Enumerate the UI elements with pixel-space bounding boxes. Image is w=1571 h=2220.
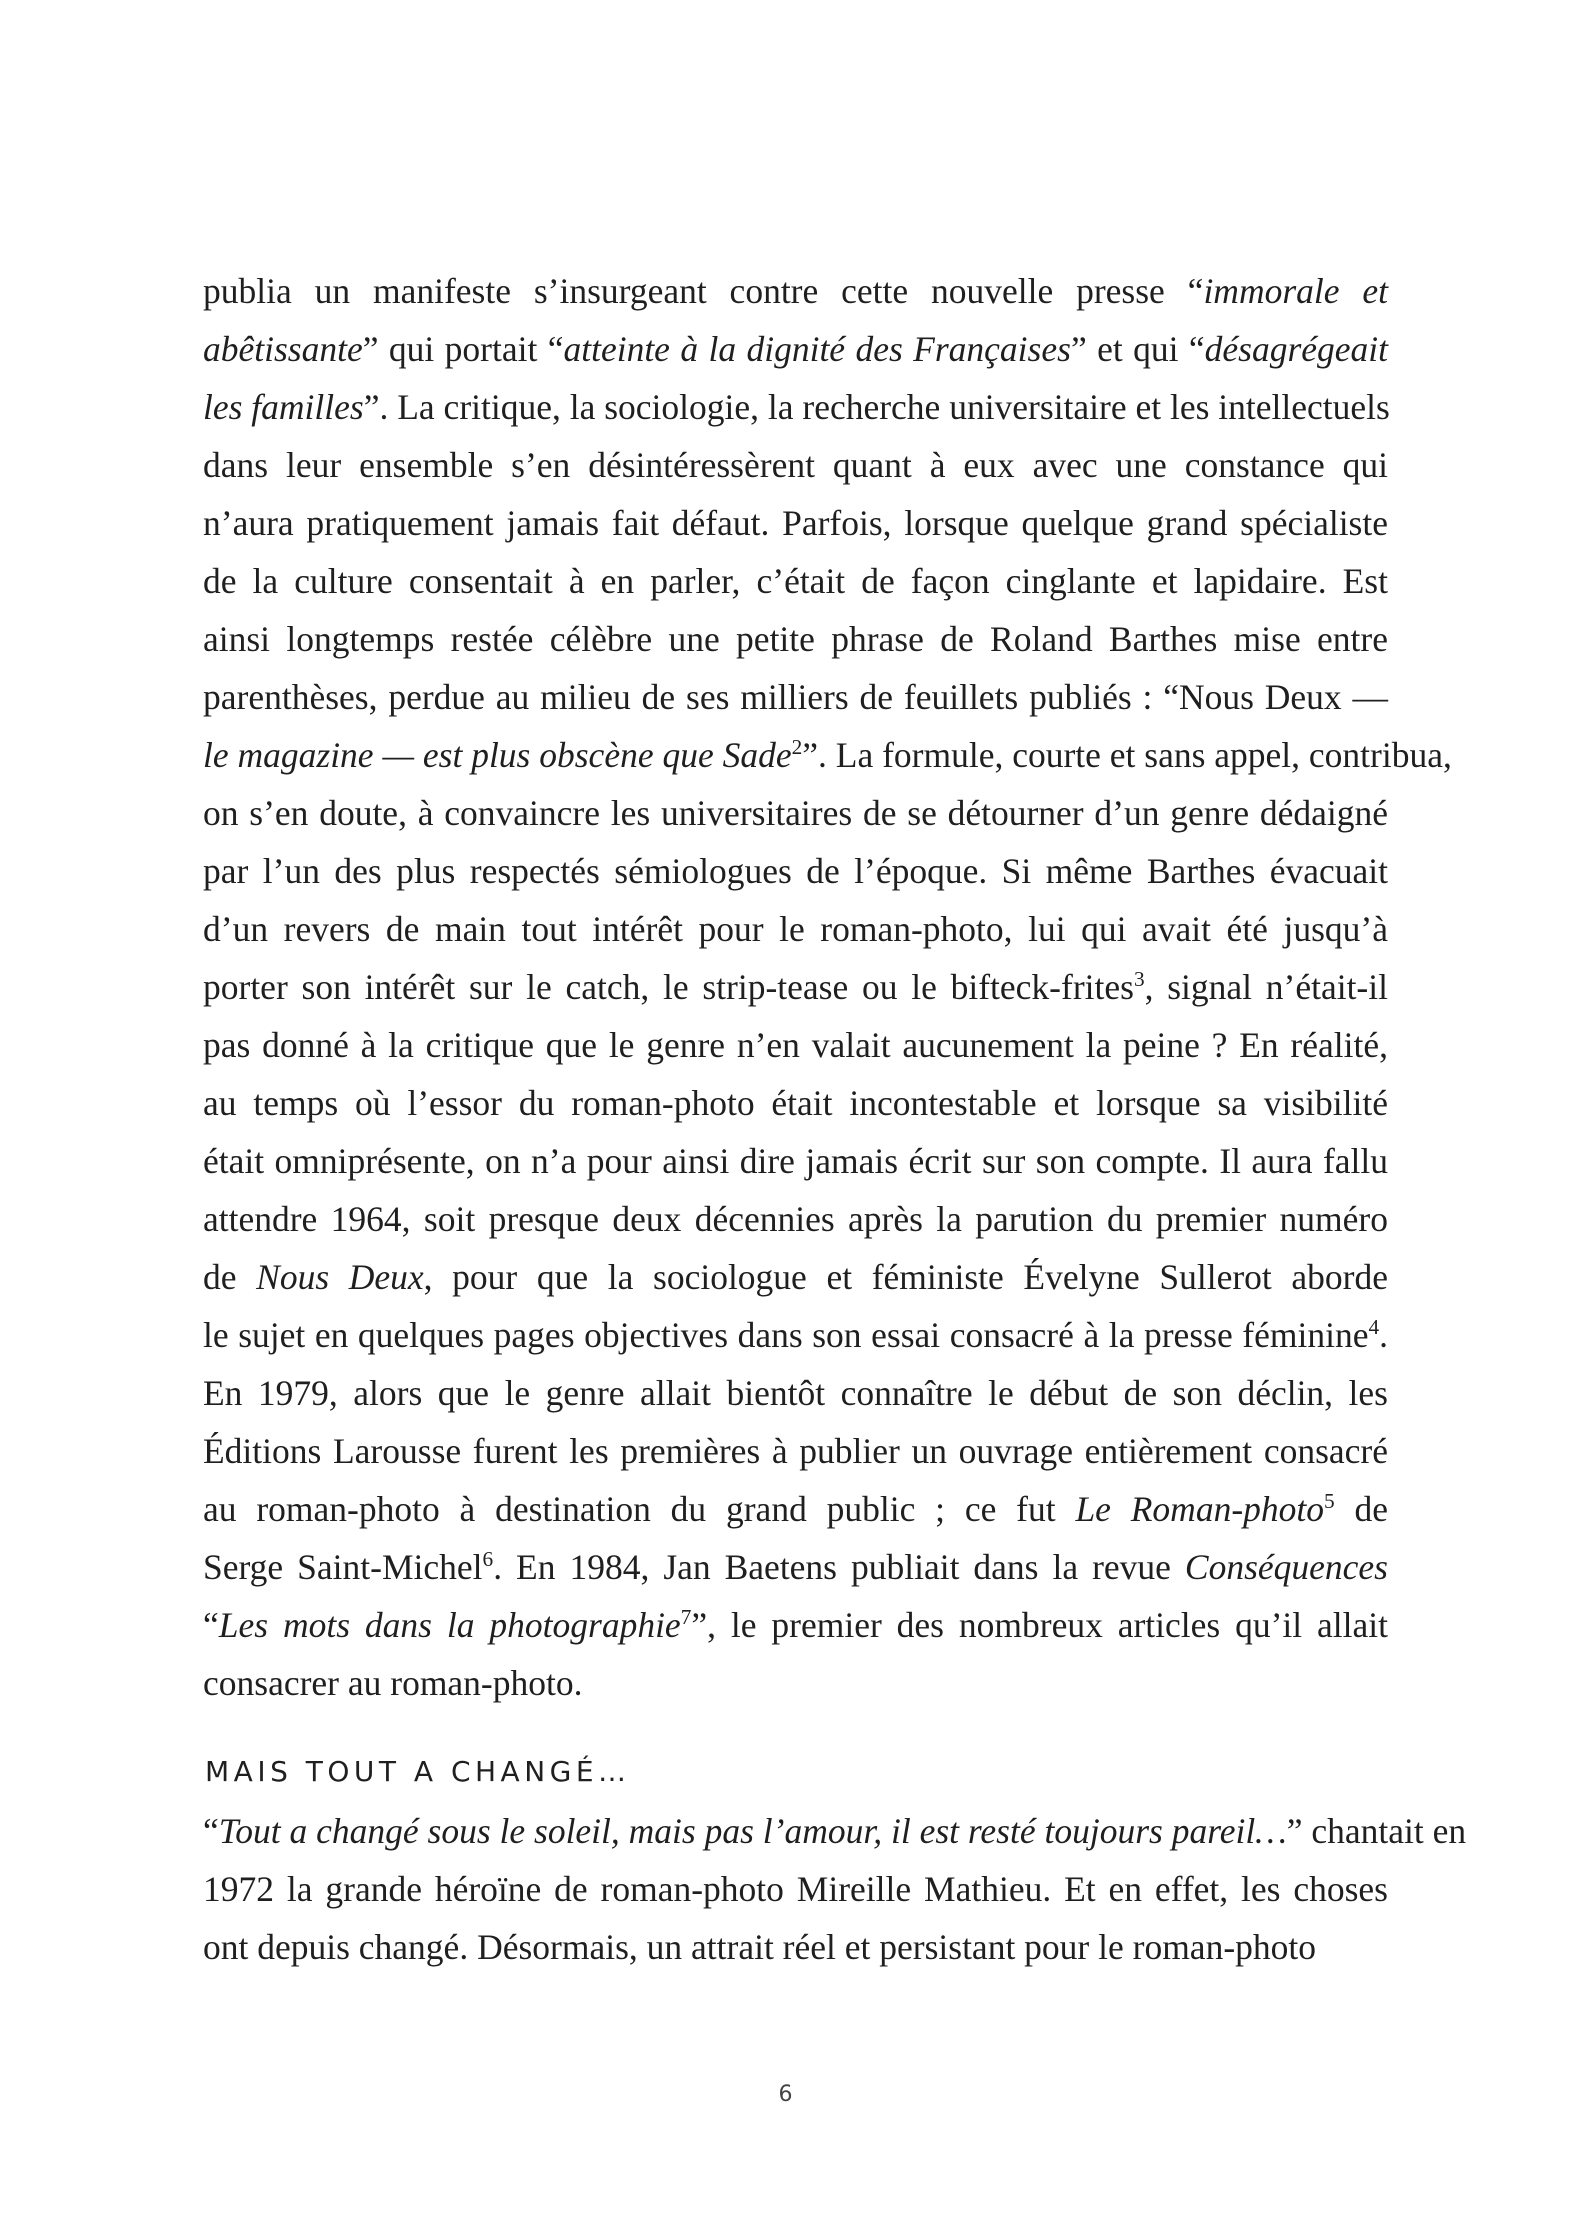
text-segment: était omniprésente, on n’a pour ainsi dire jamais écrit sur son compte. Il aura fallu	[203, 1141, 1388, 1181]
text-segment: n’aura pratiquement jamais fait défaut. Parfois, lorsque quelque grand spécialiste	[203, 503, 1388, 543]
text-segment: 1972 la grande héroïne de roman-photo Mireille Mathieu. Et en effet, les choses	[203, 1869, 1388, 1909]
italic-text: le magazine — est plus obscène que Sade	[203, 735, 792, 775]
text-line	[203, 668, 1388, 726]
text-segment: ” chantait en	[1286, 1811, 1467, 1851]
text-segment: . En 1984, Jan Baetens publiait dans la revue	[493, 1547, 1185, 1587]
italic-text: désagrégeait	[1204, 329, 1389, 369]
page-number: 6	[778, 2082, 793, 2107]
italic-text: Conséquences	[1184, 1547, 1388, 1587]
text-segment: pas donné à la critique que le genre n’en valait aucunement la peine ? En réalité,	[203, 1025, 1388, 1065]
text-line	[203, 378, 1388, 436]
text-segment: dans leur ensemble s’en désintéressèrent quant à eux avec une constance qui	[203, 445, 1388, 485]
text-line	[203, 900, 1388, 958]
text-line	[203, 1918, 1388, 1976]
italic-text: Nous Deux	[256, 1257, 424, 1297]
text-line	[203, 1860, 1388, 1918]
text-segment: le sujet en quelques pages objectives dans son essai consacré à la presse féminine	[203, 1315, 1369, 1355]
text-line	[203, 1364, 1388, 1422]
italic-text: Les mots dans la photographie	[218, 1605, 681, 1645]
text-segment: ”. La formule, courte et sans appel, contribua,	[802, 735, 1452, 775]
footnote-marker: 3	[1133, 967, 1145, 992]
text-line	[203, 320, 1388, 378]
text-line	[203, 1422, 1388, 1480]
footnote-marker: 5	[1324, 1489, 1335, 1514]
text-line	[203, 1248, 1388, 1306]
text-line	[203, 436, 1388, 494]
text-line	[203, 1480, 1388, 1538]
text-line	[203, 1306, 1388, 1364]
text-line	[203, 1132, 1388, 1190]
text-segment: par l’un des plus respectés sémiologues de l’époque. Si même Barthes évacuait	[203, 851, 1388, 891]
text-segment: attendre 1964, soit presque deux décennies après la parution du premier numéro	[203, 1199, 1388, 1239]
italic-text: abêtissante	[203, 329, 363, 369]
text-line	[203, 1190, 1388, 1248]
text-segment: Éditions Larousse furent les premières à publier un ouvrage entièrement consacré	[203, 1431, 1388, 1471]
italic-text: Le Roman-photo	[1075, 1489, 1325, 1529]
footnote-marker: 7	[680, 1605, 692, 1630]
text-segment: de	[1334, 1489, 1388, 1529]
text-segment: de	[203, 1257, 257, 1297]
italic-text: Tout a changé sous le soleil, mais pas l’amour, il est resté toujours pareil…	[218, 1811, 1287, 1851]
text-line	[203, 610, 1388, 668]
section-paragraph	[203, 1802, 1467, 1976]
text-line	[203, 1596, 1388, 1654]
text-segment: on s’en doute, à convaincre les universitaires de se détourner d’un genre dédaigné	[203, 793, 1388, 833]
text-segment: “	[203, 1605, 219, 1645]
footnote-marker: 6	[482, 1547, 494, 1572]
text-line	[203, 1016, 1388, 1074]
text-segment: ainsi longtemps restée célèbre une petite phrase de Roland Barthes mise entre	[203, 619, 1388, 659]
text-line	[203, 1654, 1388, 1712]
text-line	[203, 262, 1388, 320]
text-segment: Serge Saint-Michel	[203, 1547, 483, 1587]
text-segment: , pour que la sociologue et féministe Évelyne Sullerot aborde	[423, 1257, 1388, 1297]
text-line	[203, 1538, 1388, 1596]
text-segment: ”. La critique, la sociologie, la recherche universitaire et les intellectuels	[363, 387, 1390, 427]
text-segment: d’un revers de main tout intérêt pour le roman-photo, lui qui avait été jusqu’à	[203, 909, 1388, 949]
body-paragraph	[203, 262, 1452, 1712]
italic-text: atteinte à la dignité des Françaises	[563, 329, 1071, 369]
text-line	[203, 494, 1388, 552]
text-line	[203, 552, 1388, 610]
text-segment: ” qui portait “	[362, 329, 564, 369]
text-segment: , signal n’était-il	[1144, 967, 1388, 1007]
text-line	[203, 958, 1388, 1016]
text-segment: publia un manifeste s’insurgeant contre cette nouvelle presse “	[203, 271, 1204, 311]
section-heading: MAIS TOUT A CHANGÉ…	[205, 1755, 631, 1788]
footnote-marker: 2	[791, 735, 803, 760]
text-segment: ont depuis changé. Désormais, un attrait réel et persistant pour le roman-photo	[203, 1927, 1316, 1967]
text-segment: parenthèses, perdue au milieu de ses milliers de feuillets publiés : “Nous Deux —	[203, 677, 1388, 717]
text-segment: ” et qui “	[1070, 329, 1205, 369]
text-line	[203, 784, 1388, 842]
text-line	[203, 842, 1388, 900]
text-segment: de la culture consentait à en parler, c’était de façon cinglante et lapidaire. Est	[203, 561, 1388, 601]
text-segment: au temps où l’essor du roman-photo était incontestable et lorsque sa visibilité	[203, 1083, 1388, 1123]
text-segment: porter son intérêt sur le catch, le strip-tease ou le bifteck-frites	[203, 967, 1134, 1007]
text-segment: consacrer au roman-photo.	[203, 1663, 583, 1703]
text-segment: “	[203, 1811, 219, 1851]
text-segment: En 1979, alors que le genre allait bientôt connaître le début de son déclin, les	[203, 1373, 1388, 1413]
text-line	[203, 1074, 1388, 1132]
italic-text: immorale et	[1203, 271, 1388, 311]
text-line	[203, 726, 1452, 784]
footnote-marker: 4	[1368, 1315, 1380, 1340]
text-line	[203, 1802, 1467, 1860]
text-segment: au roman-photo à destination du grand public ; ce fut	[203, 1489, 1076, 1529]
text-segment: ”, le premier des nombreux articles qu’il allait	[691, 1605, 1389, 1645]
text-segment: .	[1379, 1315, 1388, 1355]
italic-text: les familles	[203, 387, 364, 427]
